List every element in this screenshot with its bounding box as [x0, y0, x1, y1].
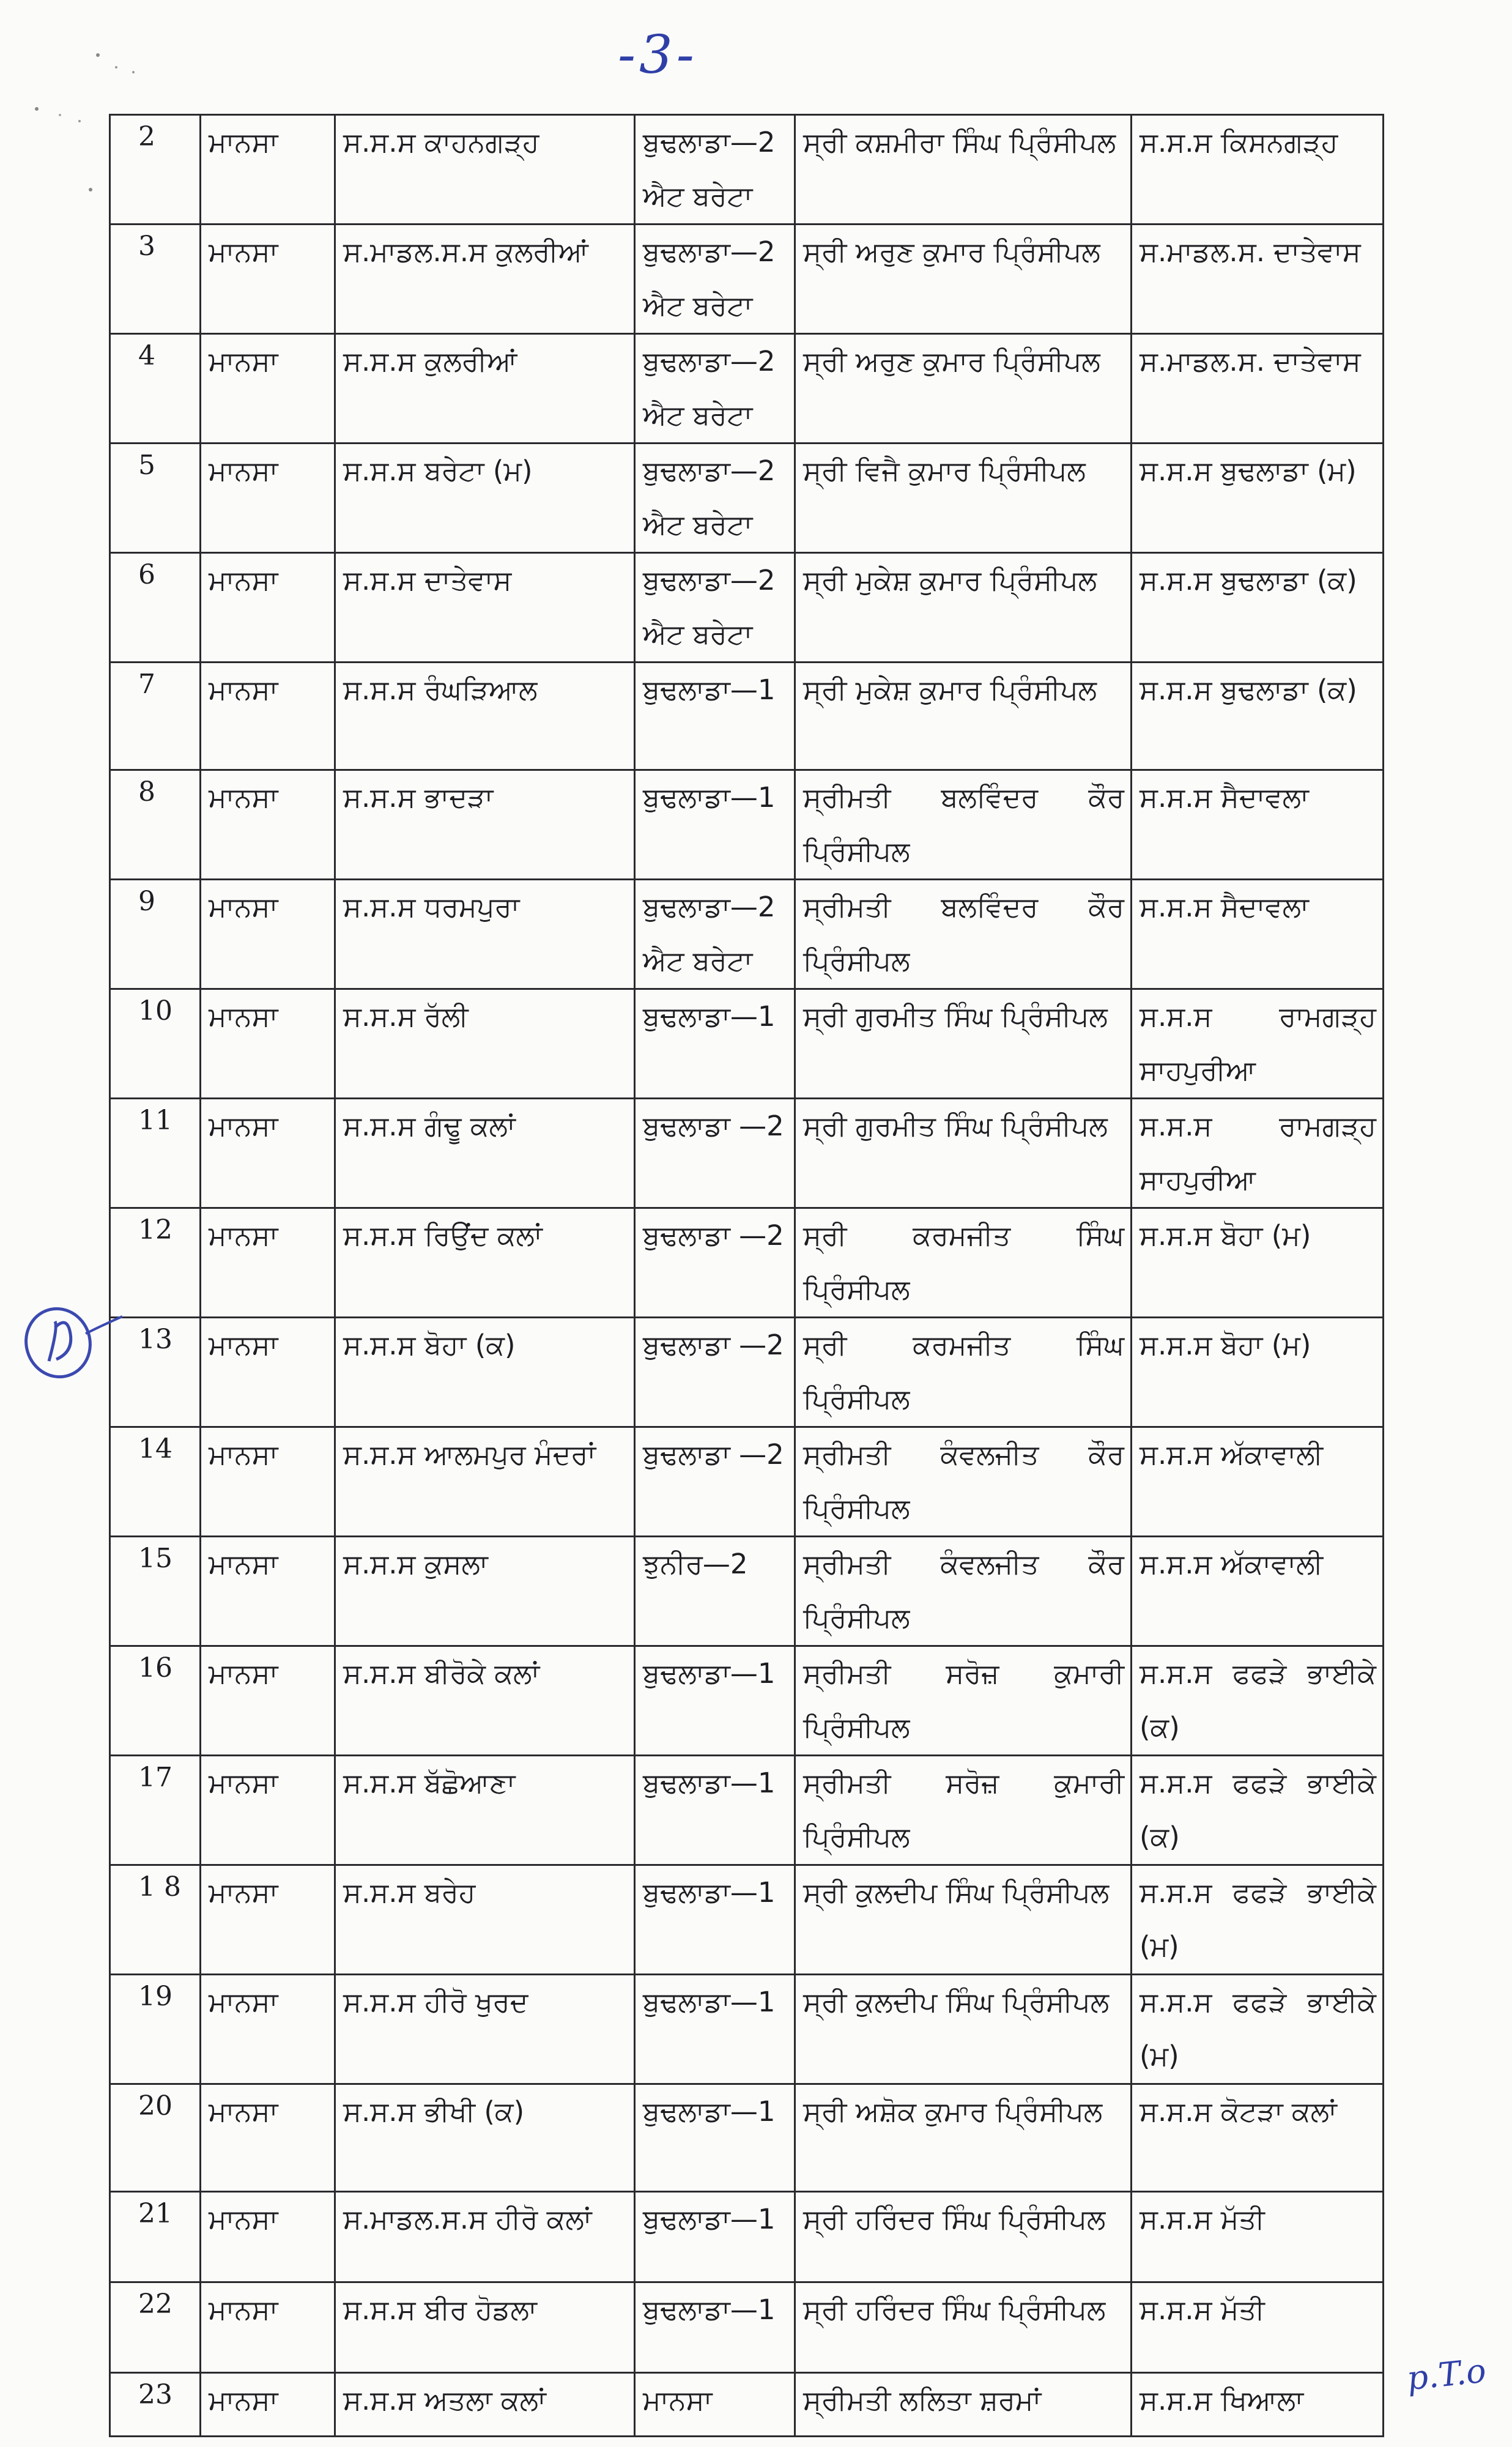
cell-principal: ਸ੍ਰੀਮਤੀ ਕੰਵਲਜੀਤ ਕੌਰ ਪ੍ਰਿੰਸੀਪਲ: [795, 1427, 1132, 1537]
cell-principal: ਸ੍ਰੀ ਮੁਕੇਸ਼ ਕੁਮਾਰ ਪ੍ਰਿੰਸੀਪਲ: [795, 663, 1132, 770]
cell-sn: 1 8: [110, 1865, 201, 1975]
cell-principal: ਸ੍ਰੀਮਤੀ ਕੰਵਲਜੀਤ ਕੌਰ ਪ੍ਰਿੰਸੀਪਲ: [795, 1537, 1132, 1646]
cell-principal: ਸ੍ਰੀ ਅਰੁਣ ਕੁਮਾਰ ਪ੍ਰਿੰਸੀਪਲ: [795, 334, 1132, 444]
cell-block: ਬੁਢਲਾਡਾ —2: [635, 1099, 795, 1208]
table-row: [110, 1646, 1384, 1756]
cell-school: ਸ.ਸ.ਸ ਭਾਦੜਾ: [335, 770, 635, 880]
cell-school: ਸ.ਸ.ਸ ਬੀਰੋਕੇ ਕਲਾਂ: [335, 1646, 635, 1756]
cell-school: ਸ.ਸ.ਸ ਰੱਲੀ: [335, 989, 635, 1099]
cell-district: ਮਾਨਸਾ: [201, 1975, 335, 2084]
cell-assigned: ਸ.ਸ.ਸ ਬੋਹਾ (ਮ): [1132, 1208, 1384, 1318]
cell-school: ਸ.ਸ.ਸ ਬੋਹਾ (ਕ): [335, 1318, 635, 1427]
cell-district: ਮਾਨਸਾ: [201, 334, 335, 444]
cell-sn: 22: [110, 2282, 201, 2373]
cell-assigned: ਸ.ਸ.ਸ ਖਿਆਲਾ: [1132, 2373, 1384, 2437]
cell-block: ਬੁਢਲਾਡਾ—1: [635, 1865, 795, 1975]
cell-principal: ਸ੍ਰੀ ਹਰਿੰਦਰ ਸਿੰਘ ਪ੍ਰਿੰਸੀਪਲ: [795, 2192, 1132, 2282]
table-row: [110, 989, 1384, 1099]
cell-sn: 2: [110, 115, 201, 225]
cell-district: ਮਾਨਸਾ: [201, 1427, 335, 1537]
cell-sn: 5: [110, 444, 201, 553]
cell-principal: ਸ੍ਰੀ ਕੁਲਦੀਪ ਸਿੰਘ ਪ੍ਰਿੰਸੀਪਲ: [795, 1975, 1132, 2084]
cell-assigned: ਸ.ਸ.ਸ ਮੱਤੀ: [1132, 2282, 1384, 2373]
cell-block: ਝੁਨੀਰ—2: [635, 1537, 795, 1646]
cell-district: ਮਾਨਸਾ: [201, 1756, 335, 1865]
cell-principal: ਸ੍ਰੀ ਕਰਮਜੀਤ ਸਿੰਘ ਪ੍ਰਿੰਸੀਪਲ: [795, 1318, 1132, 1427]
cell-sn: 15: [110, 1537, 201, 1646]
cell-school: ਸ.ਸ.ਸ ਧਰਮਪੁਰਾ: [335, 880, 635, 989]
cell-school: ਸ.ਮਾਡਲ.ਸ.ਸ ਕੁਲਰੀਆਂ: [335, 225, 635, 334]
cell-block: ਬੁਢਲਾਡਾ—2 ਐਟ ਬਰੇਟਾ: [635, 444, 795, 553]
table-row: [110, 1865, 1384, 1975]
cell-sn: 17: [110, 1756, 201, 1865]
cell-district: ਮਾਨਸਾ: [201, 1646, 335, 1756]
cell-sn: 14: [110, 1427, 201, 1537]
cell-block: ਬੁਢਲਾਡਾ—1: [635, 1646, 795, 1756]
cell-district: ਮਾਨਸਾ: [201, 225, 335, 334]
cell-district: ਮਾਨਸਾ: [201, 1318, 335, 1427]
cell-assigned: ਸ.ਸ.ਸ ਰਾਮਗੜ੍ਹ ਸਾਹਪੁਰੀਆ: [1132, 989, 1384, 1099]
cell-block: ਬੁਢਲਾਡਾ—1: [635, 663, 795, 770]
cell-assigned: ਸ.ਸ.ਸ ਫਫੜੇ ਭਾਈਕੇ (ਕ): [1132, 1756, 1384, 1865]
table-row: [110, 663, 1384, 770]
cell-block: ਬੁਢਲਾਡਾ—1: [635, 770, 795, 880]
cell-block: ਬੁਢਲਾਡਾ —2: [635, 1208, 795, 1318]
cell-principal: ਸ੍ਰੀਮਤੀ ਸਰੋਜ਼ ਕੁਮਾਰੀ ਪ੍ਰਿੰਸੀਪਲ: [795, 1756, 1132, 1865]
table-row: [110, 1427, 1384, 1537]
cell-sn: 19: [110, 1975, 201, 2084]
cell-school: ਸ.ਸ.ਸ ਭੀਖੀ (ਕ): [335, 2084, 635, 2192]
cell-principal: ਸ੍ਰੀ ਕਸ਼ਮੀਰਾ ਸਿੰਘ ਪ੍ਰਿੰਸੀਪਲ: [795, 115, 1132, 225]
cell-block: ਬੁਢਲਾਡਾ—2 ਐਟ ਬਰੇਟਾ: [635, 334, 795, 444]
cell-assigned: ਸ.ਸ.ਸ ਸੈਦਾਵਲਾ: [1132, 880, 1384, 989]
cell-block: ਬੁਢਲਾਡਾ—1: [635, 2282, 795, 2373]
table-row: [110, 1318, 1384, 1427]
cell-block: ਬੁਢਲਾਡਾ—2 ਐਟ ਬਰੇਟਾ: [635, 225, 795, 334]
cell-principal: ਸ੍ਰੀ ਅਰੁਣ ਕੁਮਾਰ ਪ੍ਰਿੰਸੀਪਲ: [795, 225, 1132, 334]
table-row: [110, 2282, 1384, 2373]
table-row: [110, 770, 1384, 880]
page-number: -3-: [618, 24, 698, 86]
cell-assigned: ਸ.ਸ.ਸ ਅੱਕਾਵਾਲੀ: [1132, 1537, 1384, 1646]
cell-principal: ਸ੍ਰੀ ਵਿਜੈ ਕੁਮਾਰ ਪ੍ਰਿੰਸੀਪਲ: [795, 444, 1132, 553]
table-row: [110, 2084, 1384, 2192]
cell-school: ਸ.ਸ.ਸ ਆਲਮਪੁਰ ਮੰਦਰਾਂ: [335, 1427, 635, 1537]
table-row: [110, 444, 1384, 553]
cell-assigned: ਸ.ਸ.ਸ ਬੋਹਾ (ਮ): [1132, 1318, 1384, 1427]
cell-sn: 3: [110, 225, 201, 334]
cell-principal: ਸ੍ਰੀਮਤੀ ਸਰੋਜ਼ ਕੁਮਾਰੀ ਪ੍ਰਿੰਸੀਪਲ: [795, 1646, 1132, 1756]
cell-school: ਸ.ਸ.ਸ ਅਤਲਾ ਕਲਾਂ: [335, 2373, 635, 2437]
cell-assigned: ਸ.ਸ.ਸ ਬੁਢਲਾਡਾ (ਕ): [1132, 553, 1384, 663]
cell-block: ਬੁਢਲਾਡਾ —2: [635, 1318, 795, 1427]
cell-district: ਮਾਨਸਾ: [201, 1537, 335, 1646]
cell-district: ਮਾਨਸਾ: [201, 115, 335, 225]
cell-principal: ਸ੍ਰੀਮਤੀ ਬਲਵਿੰਦਰ ਕੌਰ ਪ੍ਰਿੰਸੀਪਲ: [795, 770, 1132, 880]
table-row: [110, 1756, 1384, 1865]
table-row: [110, 1975, 1384, 2084]
cell-sn: 11: [110, 1099, 201, 1208]
cell-district: ਮਾਨਸਾ: [201, 444, 335, 553]
cell-district: ਮਾਨਸਾ: [201, 2282, 335, 2373]
cell-assigned: ਸ.ਸ.ਸ ਕਿਸਨਗੜ੍ਹ: [1132, 115, 1384, 225]
cell-assigned: ਸ.ਸ.ਸ ਬੁਢਲਾਡਾ (ਕ): [1132, 663, 1384, 770]
cell-sn: 4: [110, 334, 201, 444]
cell-principal: ਸ੍ਰੀਮਤੀ ਬਲਵਿੰਦਰ ਕੌਰ ਪ੍ਰਿੰਸੀਪਲ: [795, 880, 1132, 989]
cell-block: ਬੁਢਲਾਡਾ—1: [635, 1756, 795, 1865]
cell-school: ਸ.ਸ.ਸ ਕੁਸਲਾ: [335, 1537, 635, 1646]
cell-principal: ਸ੍ਰੀ ਹਰਿੰਦਰ ਸਿੰਘ ਪ੍ਰਿੰਸੀਪਲ: [795, 2282, 1132, 2373]
cell-district: ਮਾਨਸਾ: [201, 1865, 335, 1975]
cell-school: ਸ.ਮਾਡਲ.ਸ.ਸ ਹੀਰੋ ਕਲਾਂ: [335, 2192, 635, 2282]
table-row: [110, 225, 1384, 334]
cell-district: ਮਾਨਸਾ: [201, 2192, 335, 2282]
cell-block: ਬੁਢਲਾਡਾ—2 ਐਟ ਬਰੇਟਾ: [635, 115, 795, 225]
table-row: [110, 334, 1384, 444]
cell-district: ਮਾਨਸਾ: [201, 2084, 335, 2192]
cell-sn: 9: [110, 880, 201, 989]
table-row: [110, 2192, 1384, 2282]
cell-block: ਬੁਢਲਾਡਾ—2 ਐਟ ਬਰੇਟਾ: [635, 880, 795, 989]
cell-school: ਸ.ਸ.ਸ ਰੰਘੜਿਆਲ: [335, 663, 635, 770]
cell-sn: 21: [110, 2192, 201, 2282]
cell-school: ਸ.ਸ.ਸ ਕਾਹਨਗੜ੍ਹ: [335, 115, 635, 225]
cell-school: ਸ.ਸ.ਸ ਬਰੇਟਾ (ਮ): [335, 444, 635, 553]
cell-sn: 6: [110, 553, 201, 663]
cell-block: ਬੁਢਲਾਡਾ —2: [635, 1427, 795, 1537]
cell-sn: 16: [110, 1646, 201, 1756]
cell-assigned: ਸ.ਸ.ਸ ਫਫੜੇ ਭਾਈਕੇ (ਮ): [1132, 1975, 1384, 2084]
table-row: [110, 1537, 1384, 1646]
transfer-table: [109, 114, 1384, 2437]
pto-note: p.T.o: [1405, 2351, 1488, 2398]
cell-assigned: ਸ.ਸ.ਸ ਮੱਤੀ: [1132, 2192, 1384, 2282]
cell-district: ਮਾਨਸਾ: [201, 880, 335, 989]
cell-principal: ਸ੍ਰੀ ਕਰਮਜੀਤ ਸਿੰਘ ਪ੍ਰਿੰਸੀਪਲ: [795, 1208, 1132, 1318]
cell-district: ਮਾਨਸਾ: [201, 2373, 335, 2437]
cell-block: ਬੁਢਲਾਡਾ—1: [635, 2192, 795, 2282]
cell-principal: ਸ੍ਰੀ ਕੁਲਦੀਪ ਸਿੰਘ ਪ੍ਰਿੰਸੀਪਲ: [795, 1865, 1132, 1975]
cell-district: ਮਾਨਸਾ: [201, 1099, 335, 1208]
cell-sn: 7: [110, 663, 201, 770]
cell-sn: 10: [110, 989, 201, 1099]
cell-sn: 12: [110, 1208, 201, 1318]
cell-sn: 23: [110, 2373, 201, 2437]
cell-block: ਮਾਨਸਾ: [635, 2373, 795, 2437]
cell-school: ਸ.ਸ.ਸ ਹੀਰੋ ਖੁਰਦ: [335, 1975, 635, 2084]
handwritten-mark-15: [12, 1291, 135, 1395]
cell-principal: ਸ੍ਰੀਮਤੀ ਲਲਿਤਾ ਸ਼ਰਮਾਂ: [795, 2373, 1132, 2437]
cell-block: ਬੁਢਲਾਡਾ—1: [635, 2084, 795, 2192]
table-row: [110, 1208, 1384, 1318]
cell-block: ਬੁਢਲਾਡਾ—1: [635, 989, 795, 1099]
cell-block: ਬੁਢਲਾਡਾ—1: [635, 1975, 795, 2084]
cell-school: ਸ.ਸ.ਸ ਬੱਛੋਆਣਾ: [335, 1756, 635, 1865]
cell-sn: 13: [110, 1318, 201, 1427]
cell-assigned: ਸ.ਸ.ਸ ਅੱਕਾਵਾਲੀ: [1132, 1427, 1384, 1537]
cell-school: ਸ.ਸ.ਸ ਰਿਉਂਦ ਕਲਾਂ: [335, 1208, 635, 1318]
cell-assigned: ਸ.ਸ.ਸ ਬੁਢਲਾਡਾ (ਮ): [1132, 444, 1384, 553]
cell-assigned: ਸ.ਸ.ਸ ਫਫੜੇ ਭਾਈਕੇ (ਮ): [1132, 1865, 1384, 1975]
cell-principal: ਸ੍ਰੀ ਗੁਰਮੀਤ ਸਿੰਘ ਪ੍ਰਿੰਸੀਪਲ: [795, 1099, 1132, 1208]
cell-principal: ਸ੍ਰੀ ਮੁਕੇਸ਼ ਕੁਮਾਰ ਪ੍ਰਿੰਸੀਪਲ: [795, 553, 1132, 663]
cell-assigned: ਸ.ਸ.ਸ ਕੋਟੜਾ ਕਲਾਂ: [1132, 2084, 1384, 2192]
table-row: [110, 2373, 1384, 2437]
cell-block: ਬੁਢਲਾਡਾ—2 ਐਟ ਬਰੇਟਾ: [635, 553, 795, 663]
table-row: [110, 115, 1384, 225]
cell-school: ਸ.ਸ.ਸ ਦਾਤੇਵਾਸ: [335, 553, 635, 663]
cell-principal: ਸ੍ਰੀ ਗੁਰਮੀਤ ਸਿੰਘ ਪ੍ਰਿੰਸੀਪਲ: [795, 989, 1132, 1099]
cell-school: ਸ.ਸ.ਸ ਕੁਲਰੀਆਂ: [335, 334, 635, 444]
table-row: [110, 553, 1384, 663]
table-row: [110, 880, 1384, 989]
cell-district: ਮਾਨਸਾ: [201, 1208, 335, 1318]
cell-assigned: ਸ.ਸ.ਸ ਸੈਦਾਵਲਾ: [1132, 770, 1384, 880]
cell-district: ਮਾਨਸਾ: [201, 770, 335, 880]
cell-sn: 20: [110, 2084, 201, 2192]
cell-assigned: ਸ.ਸ.ਸ ਰਾਮਗੜ੍ਹ ਸਾਹਪੁਰੀਆ: [1132, 1099, 1384, 1208]
cell-assigned: ਸ.ਮਾਡਲ.ਸ. ਦਾਤੇਵਾਸ: [1132, 334, 1384, 444]
cell-school: ਸ.ਸ.ਸ ਗੰਢੂ ਕਲਾਂ: [335, 1099, 635, 1208]
cell-district: ਮਾਨਸਾ: [201, 553, 335, 663]
cell-district: ਮਾਨਸਾ: [201, 989, 335, 1099]
table-row: [110, 1099, 1384, 1208]
cell-assigned: ਸ.ਮਾਡਲ.ਸ. ਦਾਤੇਵਾਸ: [1132, 225, 1384, 334]
cell-district: ਮਾਨਸਾ: [201, 663, 335, 770]
cell-school: ਸ.ਸ.ਸ ਬੀਰ ਹੋਡਲਾ: [335, 2282, 635, 2373]
cell-school: ਸ.ਸ.ਸ ਬਰੇਹ: [335, 1865, 635, 1975]
cell-assigned: ਸ.ਸ.ਸ ਫਫੜੇ ਭਾਈਕੇ (ਕ): [1132, 1646, 1384, 1756]
cell-sn: 8: [110, 770, 201, 880]
cell-principal: ਸ੍ਰੀ ਅਸ਼ੋਕ ਕੁਮਾਰ ਪ੍ਰਿੰਸੀਪਲ: [795, 2084, 1132, 2192]
